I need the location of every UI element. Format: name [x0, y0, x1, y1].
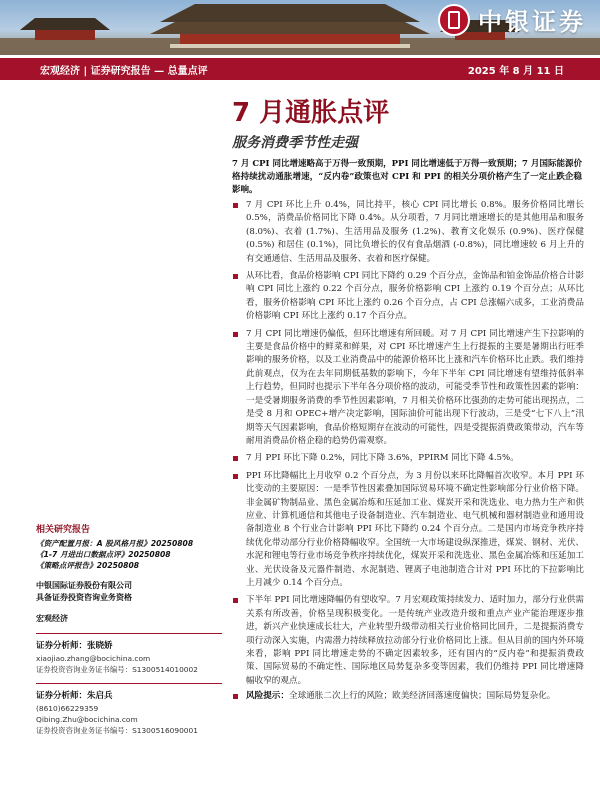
- analyst-email[interactable]: xiaojiao.zhang@bocichina.com: [36, 654, 151, 663]
- license-note: 具备证券投资咨询业务资格: [36, 593, 132, 602]
- bullet-square-icon: [233, 598, 238, 603]
- report-subtitle: 服务消费季节性走强: [232, 135, 358, 151]
- list-item: 风险提示：全球通胀二次上行的风险；欧美经济回落速度偏快；国际局势复杂化。: [232, 690, 584, 703]
- related-reports-heading: 相关研究报告: [36, 525, 91, 535]
- analyst-license: 证券投资咨询业务证书编号：S1300516090001: [36, 726, 198, 735]
- related-report-link[interactable]: 《1-7 月进出口数据点评》20250808: [36, 550, 171, 559]
- report-date: 2025 年 8 月 11 日: [467, 66, 564, 77]
- list-item: 7 月 PPI 环比下降 0.2%，同比下降 3.6%，PPIRM 同比下降 4.5%。: [232, 452, 584, 465]
- brand-logo: [438, 2, 586, 37]
- category-bar: [0, 58, 600, 80]
- summary-paragraph: 7 月 CPI 同比增速略高于万得一致预期，PPI 同比增速低于万得一致预期；7 月国际能源价格持续扰动通胀增速，“反内卷”政策也对 CPI 和 PPI 的相关分项价格产生了一定止跌企稳影响。: [232, 159, 582, 195]
- bullet-square-icon: [233, 274, 238, 279]
- bullet-square-icon: [233, 203, 238, 208]
- brand-name: 中银证券: [478, 8, 586, 36]
- list-item: 从环比看，食品价格影响 CPI 同比下降约 0.29 个百分点，金饰品和铂金饰品价格合计影响 CPI 同比上涨约 0.22 个百分点，服务价格影响 CPI 上涨约 0.19 个百分点；从环比看，服务价格影响 CPI 环比上涨约 0.26 个百分点，占 CPI 总涨幅六成多，工业消费品价格影响 CPI 环比上涨约 0.17 个百分点。: [232, 270, 584, 324]
- list-item: 下半年 PPI 同比增速降幅仍有望收窄。7 月宏观政策持续发力、适时加力，部分行业供需关系有所改善，价格呈现积极变化。一是传统产业改造升级和重点产业产能治理逐步推进，新兴产业快速成长壮大，产业转型升级带动相关行业价格同比回升，二是提振消费专项行动深入实施，内需潜力持续释放拉动部分行业价格同比上涨。但从目前的国内外环境来看，影响 PPI 同比增速走势的不确定因素较多，还有国内的“反内卷”和提振消费政策、国际贸易的不确定性、国际地区局势复杂多变等因素，我们仍维持 PPI 同比增速降幅收窄的观点。: [232, 594, 584, 688]
- company-name: 中银国际证券股份有限公司: [36, 581, 132, 590]
- bullet-square-icon: [233, 474, 238, 479]
- related-report-link[interactable]: 《策略点评报告》20250808: [36, 561, 140, 570]
- key-points-list: [232, 199, 584, 704]
- bullet-square-icon: [233, 694, 238, 699]
- analyst-email[interactable]: Qibing.Zhu@bocichina.com: [36, 715, 138, 724]
- bank-emblem-icon: [438, 4, 470, 36]
- bullet-square-icon: [233, 332, 238, 337]
- analyst-block: [36, 633, 222, 675]
- report-category: 宏观经济 | 证券研究报告 — 总量点评: [40, 66, 208, 77]
- list-item: 7 月 CPI 环比上升 0.4%，同比持平，核心 CPI 同比增长 0.8%。服务价格同比增长 0.5%，消费品价格同比下降 0.4%。从分项看，7 月同比增速增长的是其他用品和服务 (8.0%)、衣着 (1.7%)、生活用品及服务 (1.2%)、教育文化娱乐 (0.9%)、医疗保健 (0.5%) 和居住 (0.1%)，同比负增长的仅有食品烟酒 (-0.8%)，同比增速较 6 月上升的有交通通信、生活用品及服务、衣着和医疗保健。: [232, 199, 584, 266]
- analyst-phone: (8610)66229359: [36, 704, 99, 713]
- report-title: 7 月通胀点评: [232, 98, 390, 128]
- analyst-name: 证券分析师：张晓娇: [36, 641, 113, 651]
- related-report-link[interactable]: 《资产配置月报：A 股风格月报》20250808: [36, 539, 194, 548]
- sidebar: [36, 522, 222, 736]
- analyst-block: [36, 683, 222, 736]
- analyst-name: 证券分析师：朱启兵: [36, 691, 113, 701]
- analyst-license: 证券投资咨询业务证书编号：S1300514010002: [36, 665, 198, 674]
- bullet-square-icon: [233, 456, 238, 461]
- list-item: 7 月 CPI 同比增速仍偏低，但环比增速有所回暖。对 7 月 CPI 同比增速产生下拉影响的主要是食品价格中的鲜菜和鲜果，对 CPI 环比增速产生上行提振的主要是暑期出行旺季影响的服务价格，以及工业消费品中的能源价格环比上涨和汽车价格环比止跌。我们维持此前观点，仅为在去年同期低基数的影响下，今年下半年 CPI 同比增速有望维持低斜率上行趋势，但同时也提示下半年各分项价格的波动，可能受季节性和政策性因素的影响：一是受暑期服务消费的季节性因素影响，7 月相关价格环比强劲的走势可能出现拐点，二是受 8 月和 OPEC+增产决定影响，国际油价可能出现下行波动，三是受“七下八上”汛期等天气因素影响，食品价格短期存在波动的可能性，四是受提振消费政策带动，汽车等耐用消费品价格企稳的趋势仍需观察。: [232, 328, 584, 449]
- report-sector: 宏观经济: [36, 614, 68, 623]
- list-item: PPI 环比降幅比上月收窄 0.2 个百分点，为 3 月份以来环比降幅首次收窄。本月 PPI 环比变动的主要原因：一是季节性因素叠加国际贸易环境不确定性影响部分行业价格下降。非金属矿物制品业、黑色金属冶炼和压延加工业、煤炭开采和洗选业、电力热力生产和供应业、计算机通信和其他电子设备制造业、汽车制造业、电气机械和器材制造业和通用设备制造业 8 个行业合计影响 PPI 环比下降约 0.24 个百分点。二是国内市场竞争秩序持续优化带动部分行业价格降幅收窄。全国统一大市场建设纵深推进，煤炭、钢材、光伏、水泥和锂电等行业市场竞争秩序持续优化，煤炭开采和洗选业、黑色金属冶炼和压延加工业、光伏设备及元器件制造、水泥制造、锂离子电池制造合计对 PPI 环比的下拉影响比上月减少 0.14 个百分点。: [232, 470, 584, 591]
- header-banner: [0, 0, 600, 55]
